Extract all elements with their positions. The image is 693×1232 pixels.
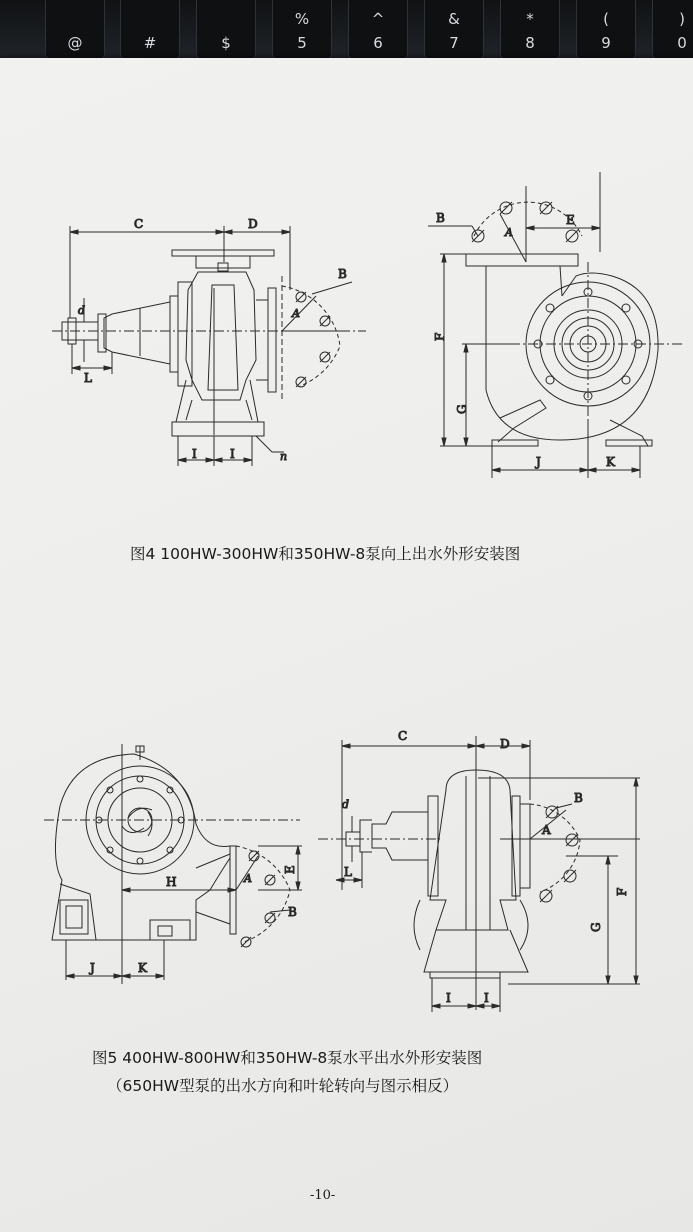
dim-label-g: G — [589, 922, 603, 932]
dim-label-k: K — [606, 455, 615, 469]
figure-5-caption: 图5 400HW-800HW和350HW-8泵水平出水外形安装图 — [92, 1049, 483, 1067]
dim-label-b: B — [574, 791, 583, 805]
dim-label-d-small: d — [342, 798, 350, 811]
fig4-front-view — [428, 172, 684, 478]
dim-label-l: L — [84, 371, 92, 385]
dim-label-d-small: d — [78, 304, 86, 317]
dim-label-i-right: I — [484, 991, 489, 1005]
figure-5-caption-note: （650HW型泵的出水方向和叶轮转向与图示相反） — [107, 1077, 459, 1095]
dim-label-b: B — [288, 905, 297, 919]
dim-label-a: A — [505, 226, 513, 239]
dim-label-a: A — [244, 872, 252, 885]
dim-label-h: H — [166, 875, 177, 889]
figure-4-caption: 图4 100HW-300HW和350HW-8泵向上出水外形安装图 — [130, 545, 521, 563]
dim-label-n: n — [280, 450, 288, 463]
keyboard-key: & 7 — [424, 0, 484, 60]
dim-label-b: B — [338, 267, 347, 281]
page-number: -10- — [310, 1188, 336, 1203]
fig4-side-view — [52, 226, 366, 466]
keyboard-key: % 5 — [272, 0, 332, 60]
dim-label-c: C — [398, 729, 408, 743]
dim-label-f: F — [433, 332, 447, 341]
dim-label-l: L — [344, 865, 352, 879]
dim-label-g: G — [455, 404, 469, 414]
keyboard-key: @ — [45, 0, 105, 60]
dim-label-c: C — [134, 217, 144, 231]
dim-label-i-left: I — [446, 991, 451, 1005]
keyboard-key: # — [120, 0, 180, 60]
dim-label-d: D — [500, 737, 510, 751]
dim-label-f: F — [615, 887, 629, 896]
dim-label-e: E — [566, 213, 575, 227]
keyboard-key: * 8 — [500, 0, 560, 60]
keyboard-key: ) 0 — [652, 0, 693, 60]
dim-label-i-right: I — [230, 447, 235, 461]
fig5-side-view — [318, 736, 640, 1012]
keyboard-key: $ — [196, 0, 256, 60]
dim-label-b: B — [436, 211, 445, 225]
dim-label-a: A — [542, 823, 551, 837]
dim-label-e: E — [283, 865, 297, 874]
keyboard-key: ( 9 — [576, 0, 636, 60]
fig5-front-view — [44, 744, 302, 984]
dim-label-i-left: I — [192, 447, 197, 461]
dim-label-j: J — [90, 961, 95, 975]
dim-label-d: D — [248, 217, 258, 231]
dim-label-k: K — [138, 961, 147, 975]
keyboard-key: ^ 6 — [348, 0, 408, 60]
dim-label-j: J — [536, 455, 541, 469]
dim-label-a: A — [292, 307, 300, 320]
